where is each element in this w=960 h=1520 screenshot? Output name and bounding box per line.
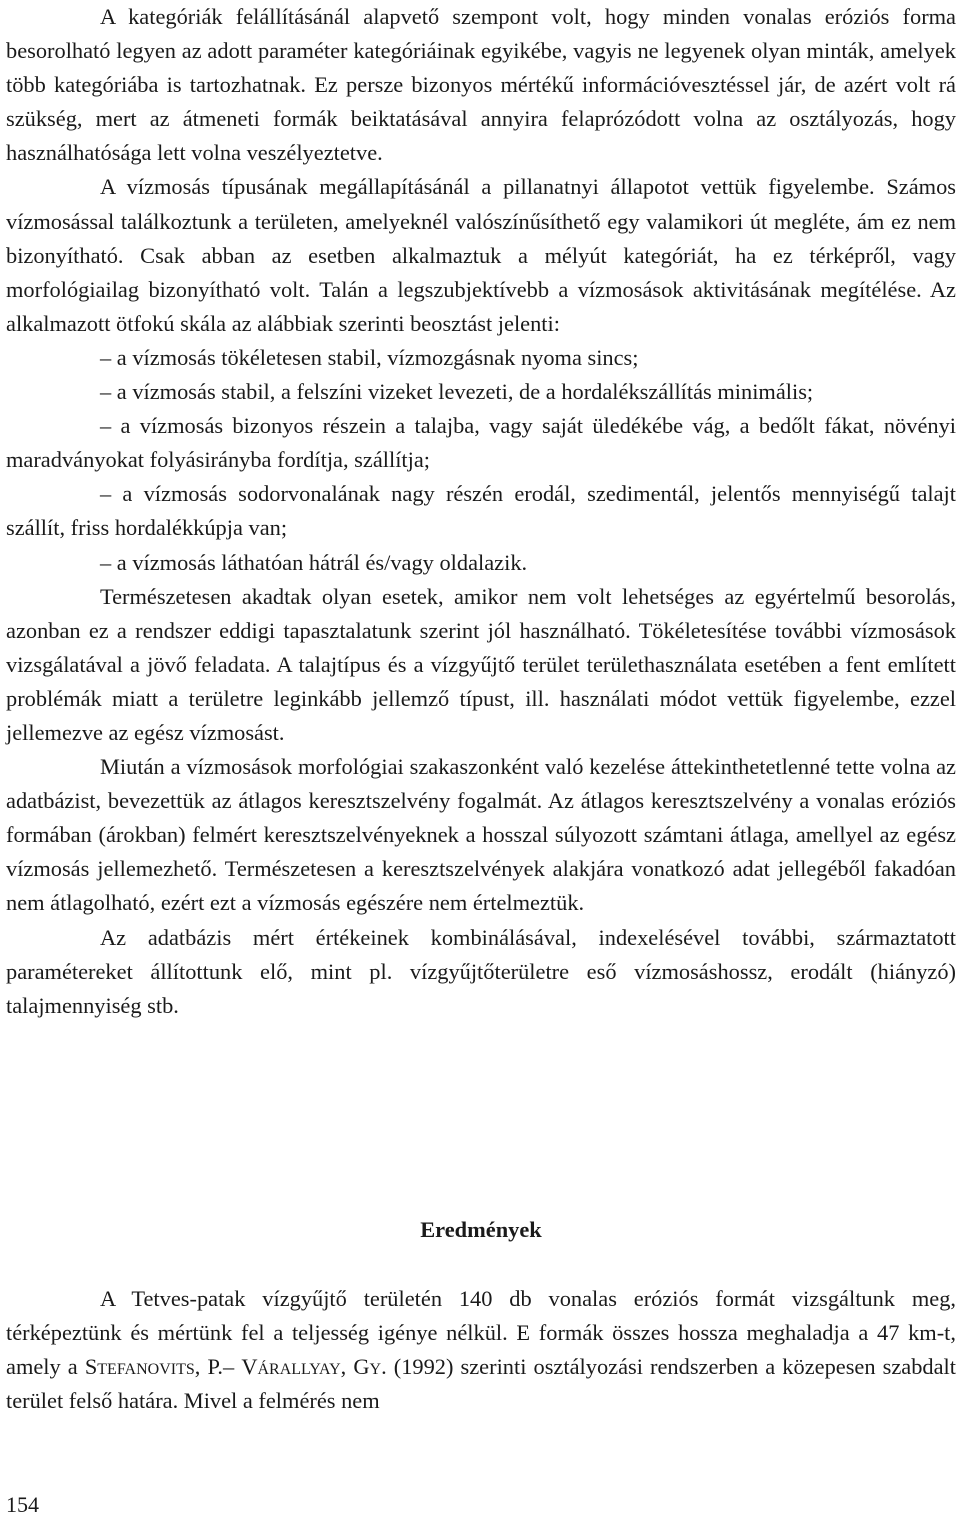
paragraph-categories: A kategóriák felállításánál alapvető szempont volt, hogy minden vonalas eróziós forma besorolható legyen az adott paraméter kategóriáinak egyikébe, vagyis ne legyenek olyan minták, amelyek több kategóriába is tartozhatnak. Ez persze bizonyos mértékű információvesztéssel jár, de azért volt rá szükség, mert az átmeneti formák beiktatásával annyira felaprózódott volna az osztályozás, hogy használhatósága lett volna veszélyeztetve. [6,4,956,166]
author-separator-2: , [340,1354,354,1380]
list-item-activity-1: – a vízmosás tökéletesen stabil, vízmozgásnak nyoma sincs; [100,344,639,370]
paragraph-results [6,1282,956,1418]
list-item-activity-3: – a vízmosás bizonyos részein a talajba, vagy saját üledékébe vág, a bedőlt fákat, növényi maradványokat folyásirányba fordítja, szállítja; [6,413,956,473]
list-item-activity-5: – a vízmosás láthatóan hátrál és/vagy oldalazik. [100,549,528,575]
author-varallyay: Várallyay [241,1354,341,1380]
results-text-start: A Tetves-patak vízgyűjtő területén 140 db vonalas eróziós formát vizsgáltunk meg, térképeztünk és mértünk fel a teljesség igénye nélkül. E formák összes hossza meghaladja a 47 km-t, amely a [6,1286,956,1380]
author-separator-1: , P.– [194,1354,242,1380]
author-initial-gy: Gy [353,1354,382,1380]
paragraph-derived-parameters: Az adatbázis mért értékeinek kombinálásával, indexelésével további, származtatott paramétereket állítottunk elő, mint pl. vízgyűjtőterületre eső vízmosáshossz, erodált (hiányzó) talajmennyiség stb. [6,924,956,1018]
list-item-activity-4: – a vízmosás sodorvonalának nagy részén erodál, szedimentál, jelentős mennyiségű talajt szállít, friss hordalékkúpja van; [6,481,956,541]
section-heading: Eredmények [420,1217,542,1242]
page-number: 154 [6,1492,39,1517]
results-section [6,1282,956,1418]
results-text-end: . (1992) szerinti osztályozási rendszerben a közepesen szabdalt terület felső határa. Mivel a felmérés nem [6,1354,957,1414]
body-text [6,0,956,1023]
paragraph-type-determination: A vízmosás típusának megállapításánál a pillanatnyi állapotot vettük figyelembe. Számos vízmosással találkoztunk a területen, amelyeknél valószínűsíthető egy valamikori út megléte, ám ez nem bizonyítható. Csak abban az esetben alkalmaztuk a mélyút kategóriát, ha ez térképről, vagy morfológiailag bizonyítható volt. Talán a legszubjektívebb a vízmosások aktivitásának megítélése. Az alkalmazott ötfokú skála az alábbiak szerinti beosztást jelenti: [6,174,956,336]
paragraph-cross-section: Miután a vízmosások morfológiai szakaszonként való kezelése áttekinthetetlenné tette volna az adatbázist, bevezettük az átlagos keresztszelvény fogalmát. Az átlagos keresztszelvény a vonalas eróziós formában (árokban) felmért keresztszelvényeknek a hosszal súlyozott számtani átlaga, amellyel az egész vízmosás jellemezhető. Természetesen a keresztszelvények alakjára vonatkozó adat jellegéből fakadóan nem átlagolható, ezért ezt a vízmosás egészére nem értelmeztük. [6,754,956,916]
list-item-activity-2: – a vízmosás stabil, a felszíni vizeket levezeti, de a hordalékszállítás minimális; [100,379,814,405]
page [6,0,957,1414]
paragraph-classification: Természetesen akadtak olyan esetek, amikor nem volt lehetséges az egyértelmű besorolás, azonban ez a rendszer eddigi tapasztalatunk szerint jól használható. Tökéletesítése további vízmosások vizsgálatával a jövő feladata. A talajtípus és a vízgyűjtő terület területhasználata esetében a fent említett problémák miatt a területre leginkább jellemző típust, ill. használati módot vettük figyelembe, ezzel jellemezve az egész vízmosást. [6,583,956,745]
author-stefanovits: Stefanovits [84,1354,195,1380]
